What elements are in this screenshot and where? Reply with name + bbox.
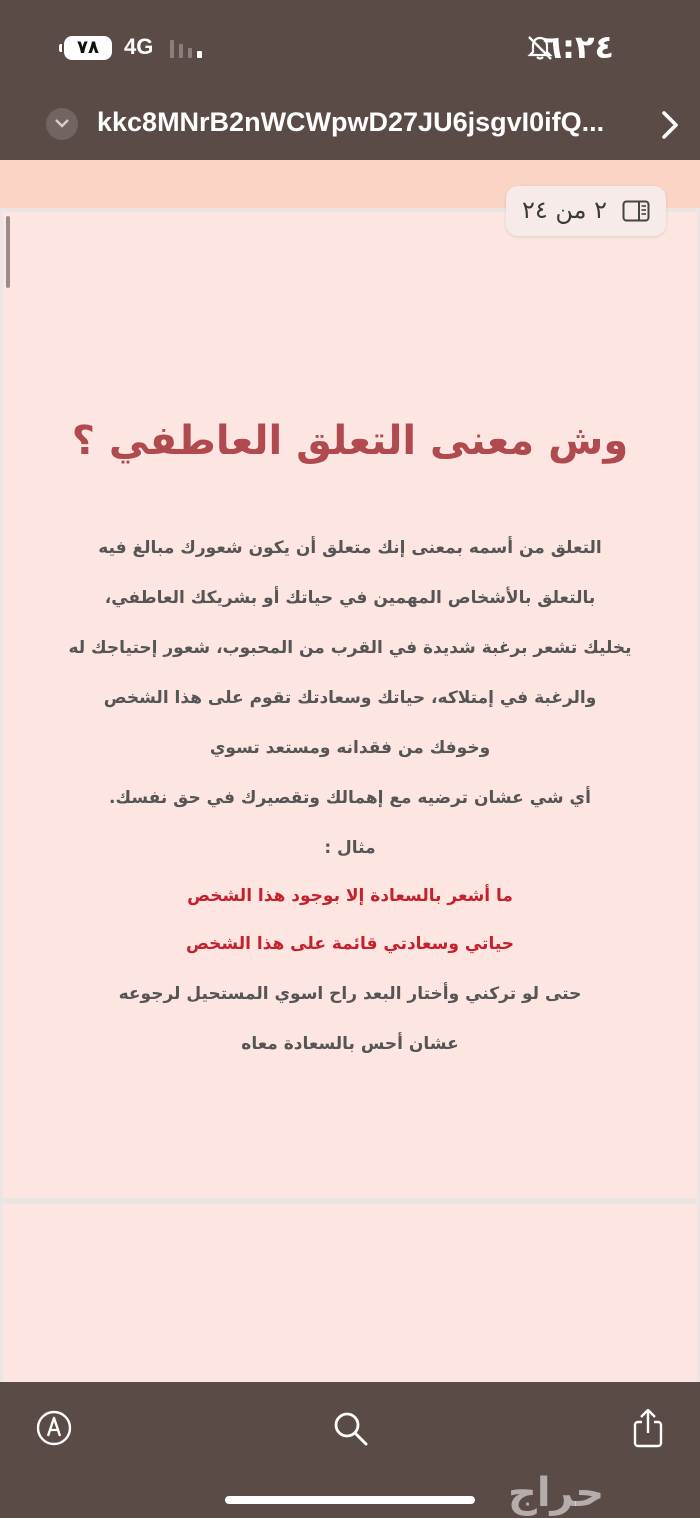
body-line: التعلق من أسمه بمعنى إنك متعلق أن يكون شعورك مبالغ فيه xyxy=(98,538,602,558)
body-line: أي شي عشان ترضيه مع إهمالك وتقصيرك في حق نفسك. xyxy=(109,788,591,808)
example-line: حياتي وسعادتي قائمة على هذا الشخص xyxy=(185,934,515,954)
example-label: مثال : xyxy=(324,838,376,858)
status-bar xyxy=(0,0,700,95)
scrollbar-thumb[interactable] xyxy=(6,216,10,288)
url-bar xyxy=(0,95,700,160)
signal-strength-icon xyxy=(170,38,210,58)
document-page xyxy=(3,212,697,1198)
network-type: 4G xyxy=(124,34,154,59)
chevron-down-icon[interactable] xyxy=(46,108,78,140)
body-line: حتى لو تركني وأختار البعد راح اسوي المستحيل لرجوعه xyxy=(118,984,582,1004)
body-line: بالتعلق بالأشخاص المهمين في حياتك أو بشريكك العاطفي، xyxy=(104,588,596,608)
home-indicator[interactable] xyxy=(225,1496,475,1504)
next-page xyxy=(3,1204,697,1382)
markup-icon[interactable] xyxy=(34,1408,74,1448)
search-icon[interactable] xyxy=(330,1408,370,1448)
haraj-watermark-logo: حراج xyxy=(508,1470,605,1516)
sidebar-icon xyxy=(622,200,650,222)
chevron-right-icon[interactable] xyxy=(656,109,684,141)
bottom-toolbar xyxy=(0,1382,700,1518)
page-indicator-badge[interactable] xyxy=(506,186,666,236)
document-url[interactable]: kkc8MNrB2nWCWpwD27JU6jsgvI0ifQ... xyxy=(97,107,605,137)
body-line: يخليك تشعر برغبة شديدة في القرب من المحبوب، شعور إحتياجك له xyxy=(68,638,632,658)
share-icon[interactable] xyxy=(628,1408,668,1448)
page-indicator: ٢ من ٢٤ xyxy=(522,196,608,224)
body-line: والرغبة في إمتلاكه، حياتك وسعادتك تقوم على هذا الشخص xyxy=(103,688,597,708)
document-viewport[interactable] xyxy=(0,160,700,1382)
body-line: وخوفك من فقدانه ومستعد تسوي xyxy=(209,738,491,758)
page-title: وش معنى التعلق العاطفي ؟ xyxy=(71,418,629,464)
clock: ٦:٢٤ xyxy=(542,28,614,66)
body-line: عشان أحس بالسعادة معاه xyxy=(241,1034,459,1054)
example-line: ما أشعر بالسعادة إلا بوجود هذا الشخص xyxy=(187,886,513,906)
battery-indicator: ٧٨ xyxy=(64,36,112,60)
